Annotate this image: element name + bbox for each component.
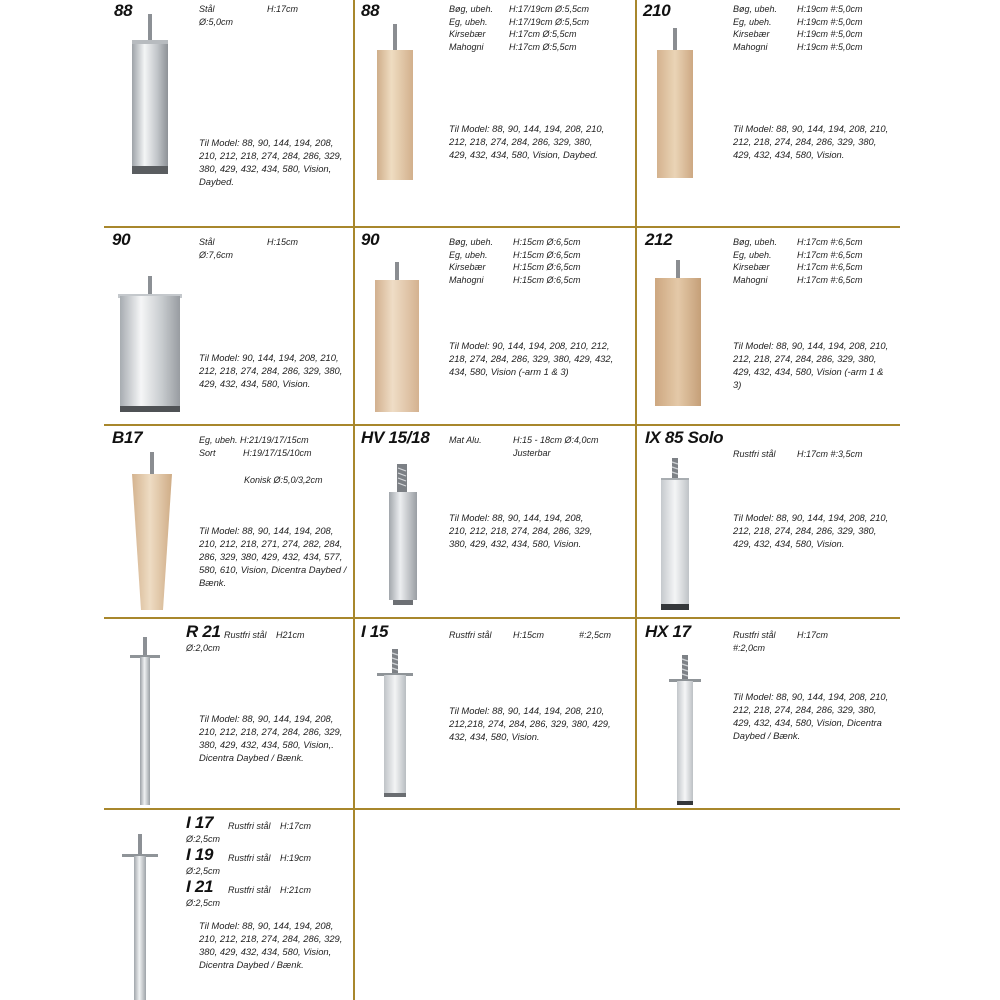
product-card-hv-15-18 (355, 426, 635, 617)
product-title: 88 (114, 1, 133, 20)
product-card-i-17-19-21 (104, 810, 353, 1000)
product-card-i-15 (355, 619, 635, 808)
product-card-88-wood (355, 0, 635, 226)
product-card-90-steel (104, 228, 353, 424)
product-title: B17 (112, 428, 143, 447)
product-title: IX 85 Solo (645, 428, 724, 447)
product-title: 90 (112, 230, 131, 249)
conical-wood-leg-icon (128, 452, 176, 612)
conical-dimension: Konisk Ø:5,0/3,2cm (244, 475, 323, 485)
square-steel-leg-icon (655, 458, 695, 612)
thin-round-steel-leg-icon (128, 637, 162, 805)
variant-specs: Rustfri stål H:19cm (228, 853, 312, 863)
variant-specs: Rustfri stål H:21cm (228, 885, 312, 895)
compatible-models: Til Model: 90, 144, 194, 208, 210, 212, 218, 274, 284, 286, 329, 380, 429, 432, 434, 580, Vision (-arm 1 & 3) (449, 340, 614, 377)
compatible-models: Til Model: 88, 90, 144, 194, 208, 210, 212, 218, 274, 284, 286, 329, 380, 429, 432, 434, 580, Vision,. Dicentra Daybed / Bænk. (199, 713, 343, 763)
variant-diameter: Ø:2,5cm (186, 898, 221, 908)
product-specs: Stål H:15cm Ø:7,6cm (199, 237, 299, 260)
compatible-models: Til Model: 88, 90, 144, 194, 208, 210, 212,218, 274, 284, 286, 329, 380, 429, 432, 434, 580, Vision. (449, 705, 611, 742)
product-title: I 17 (186, 813, 214, 832)
compatible-models: Til Model: 88, 90, 144, 194, 208, 210, 212, 218, 274, 284, 286, 329, 380, 429, 432, 434, 580, Vision (-arm 1 & 3) (733, 340, 889, 390)
compatible-models: Til Model: 88, 90, 144, 194, 208, 210, 212, 218, 274, 284, 286, 329, 380, 429, 432, 434, 580, Vision. (733, 512, 889, 549)
square-wood-leg-icon (651, 260, 705, 406)
product-specs: Stål H:17cm Ø:5,0cm (199, 4, 299, 27)
compatible-models: Til Model: 88, 90, 144, 194, 208, 210, 212, 218, 274, 284, 286, 329, 380, 429, 432, 434, 580, Vision, Dicentra Daybed / Bænk. (733, 691, 889, 741)
compatible-models: Til Model: 88, 90, 144, 194, 208, 210, 212, 218, 274, 284, 286, 329, 380, 429, 432, 434, 580, Vision. (733, 123, 889, 160)
product-card-hx-17 (637, 619, 900, 808)
thin-square-steel-leg-icon (375, 649, 415, 799)
product-card-88-steel (104, 0, 353, 226)
product-specs: Rustfri stål H:17cm #:2,0cm (733, 630, 829, 653)
round-steel-leg-icon (112, 276, 188, 414)
product-specs: Bøg, ubeh. H:17cm #:6,5cm Eg, ubeh. H:17cm #:6,5cm Kirsebær H:17cm #:6,5cm Mahogni H:17cm #:6,5cm (733, 237, 863, 285)
product-card-212-wood (637, 228, 900, 424)
product-card-210-wood (637, 0, 900, 226)
product-title: I 19 (186, 845, 214, 864)
product-title: 210 (643, 1, 671, 20)
product-specs: Rustfri stål H:15cm #:2,5cm (449, 630, 612, 640)
product-card-r-21 (104, 619, 353, 808)
product-title: 88 (361, 1, 380, 20)
variant-specs: Rustfri stål H:17cm (228, 821, 312, 831)
compatible-models: Til Model: 90, 144, 194, 208, 210, 212, 218, 274, 284, 286, 329, 380, 429, 432, 434, 580, Vision. (199, 352, 343, 389)
product-specs: Rustfri stål H21cm Ø:2,0cm (186, 630, 305, 653)
product-title: I 15 (361, 622, 389, 641)
compatible-models: Til Model: 88, 90, 144, 194, 208, 210, 212, 218, 274, 284, 286, 329, 380, 429, 432, 434, 580, Vision, Dicentra Daybed / Bænk. (199, 920, 343, 970)
round-wood-leg-icon (373, 24, 417, 180)
product-specs: Bøg, ubeh. H:17/19cm Ø:5,5cm Eg, ubeh. H:17/19cm Ø:5,5cm Kirsebær H:17cm Ø:5,5cm Mahogni H:17cm Ø:5,5cm (449, 4, 590, 52)
product-specs: Bøg, ubeh. H:19cm #:5,0cm Eg, ubeh. H:19cm #:5,0cm Kirsebær H:19cm #:5,0cm Mahogni H:19cm #:5,0cm (733, 4, 863, 52)
round-wood-leg-icon (371, 262, 423, 412)
product-specs: Eg, ubeh. H:21/19/17/15cm Sort H:19/17/15/10cm (199, 435, 312, 458)
square-wood-leg-icon (653, 28, 697, 178)
thin-round-steel-leg-icon (120, 834, 160, 1000)
product-title: 212 (645, 230, 673, 249)
compatible-models: Til Model: 88, 90, 144, 194, 208, 210, 212, 218, 274, 284, 286, 329, 380, 429, 432, 434, 580, Vision, Daybed. (199, 137, 343, 187)
product-title: R 21 (186, 622, 221, 641)
product-specs: Bøg, ubeh. H:15cm Ø:6,5cm Eg, ubeh. H:15cm Ø:6,5cm Kirsebær H:15cm Ø:6,5cm Mahogni H:15cm Ø:6,5cm (449, 237, 581, 285)
product-title: HX 17 (645, 622, 691, 641)
product-title: 90 (361, 230, 380, 249)
product-card-ix-85-solo (637, 426, 900, 617)
product-specs: Mat Alu. H:15 - 18cm Ø:4,0cm Justerbar (449, 435, 599, 458)
product-specs: Rustfri stål H:17cm #:3,5cm (733, 449, 863, 459)
thin-square-steel-leg-icon (665, 655, 705, 808)
compatible-models: Til Model: 88, 90, 144, 194, 208, 210, 212, 218, 274, 284, 286, 329, 380, 429, 432, 434, 580, Vision. (449, 512, 593, 549)
product-title: HV 15/18 (361, 428, 430, 447)
round-steel-leg-icon (124, 14, 176, 176)
compatible-models: Til Model: 88, 90, 144, 194, 208, 210, 212, 218, 274, 284, 286, 329, 380, 429, 432, 434, 580, Vision, Daybed. (449, 123, 605, 160)
variant-diameter: Ø:2,5cm (186, 866, 221, 876)
product-card-90-wood (355, 228, 635, 424)
product-title: I 21 (186, 877, 214, 896)
compatible-models: Til Model: 88, 90, 144, 194, 208, 210, 212, 218, 271, 274, 282, 284, 286, 329, 380, 429, 432, 434, 577, 580, 610, Vision, Dicentra Daybed / Bænk. (199, 525, 347, 588)
variant-diameter: Ø:2,5cm (186, 834, 221, 844)
product-card-b17 (104, 426, 353, 617)
adjustable-alu-leg-icon (383, 462, 423, 606)
